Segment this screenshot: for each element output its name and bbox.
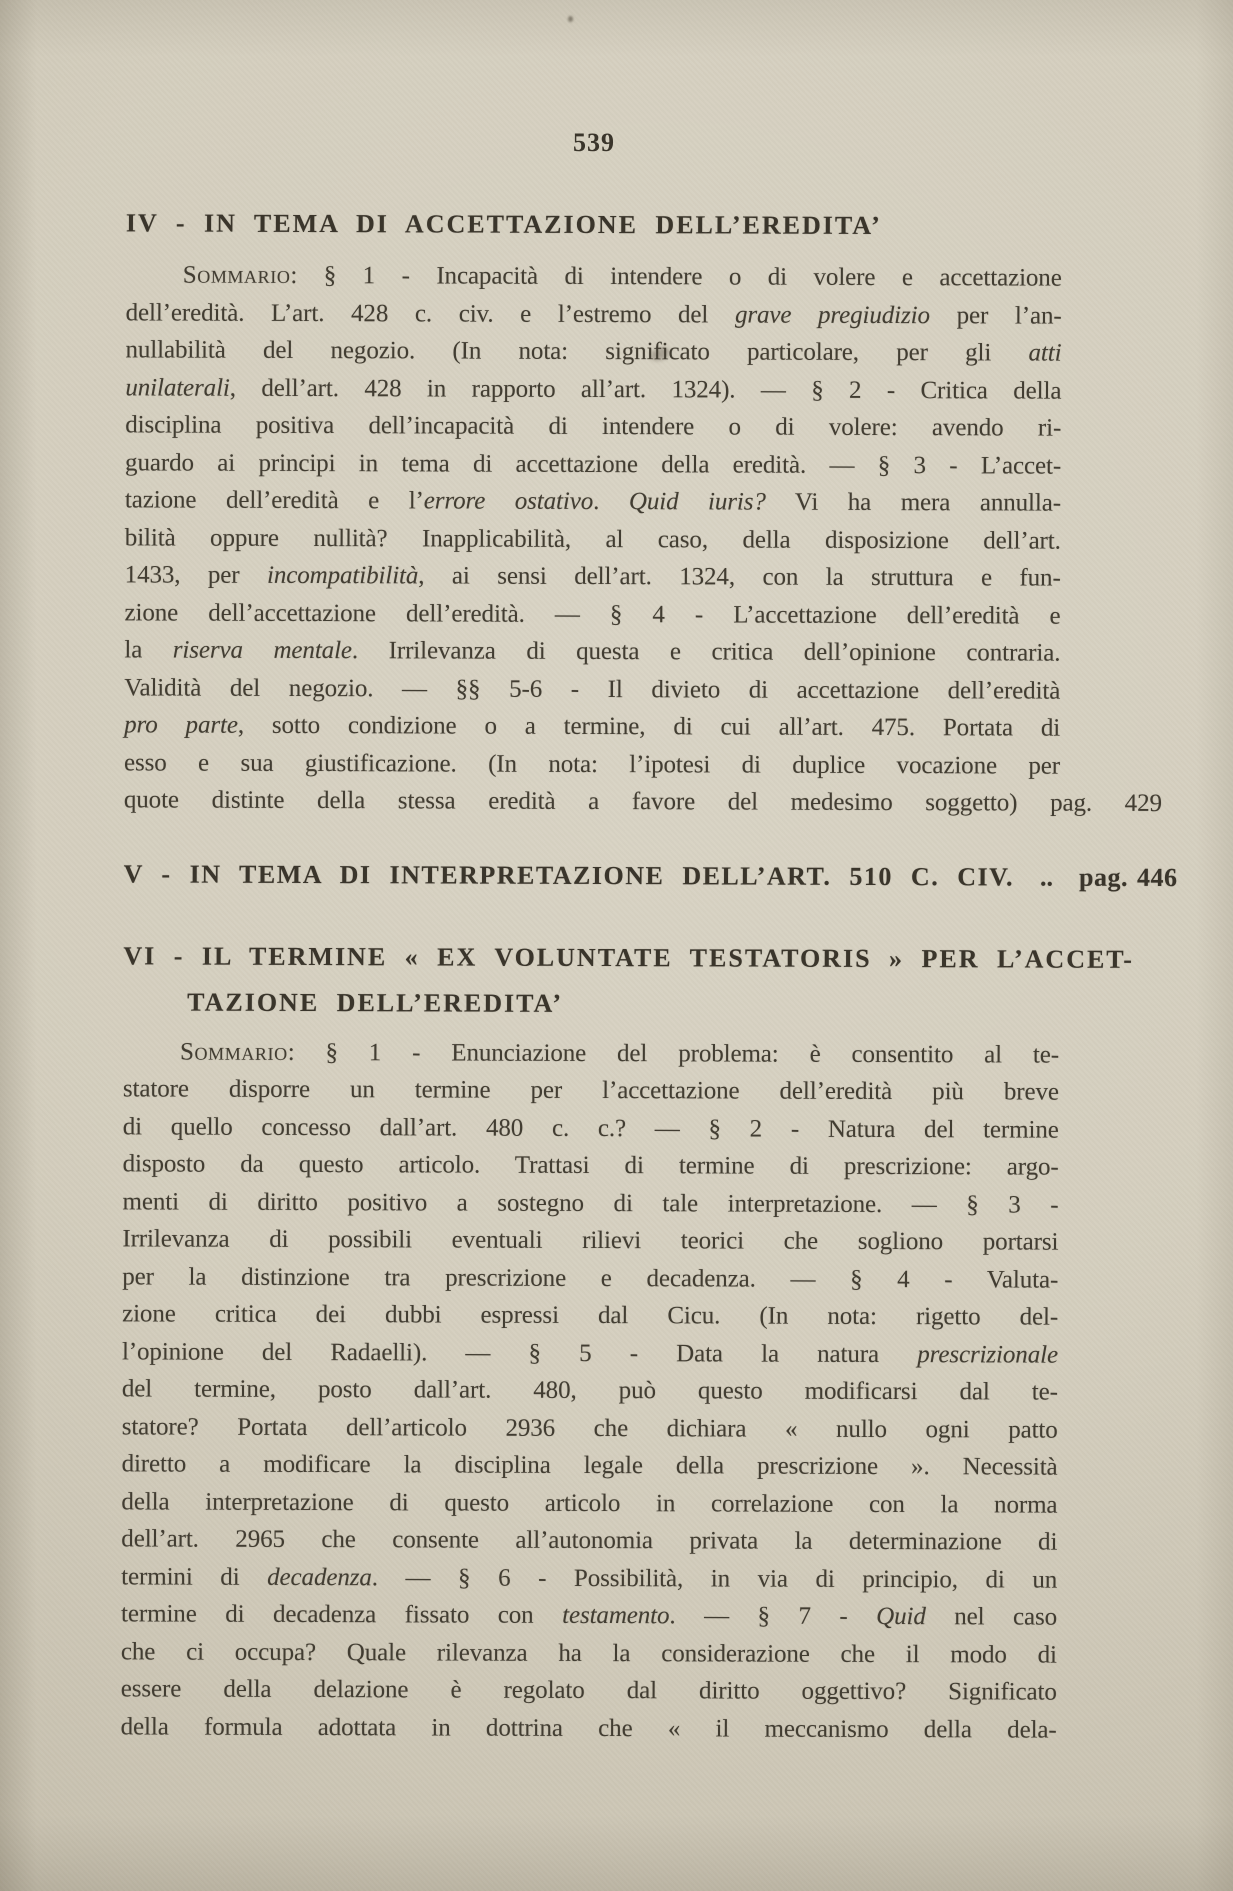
summary-line: della formula adottata in dottrina che « il meccanismo della dela-: [120, 1712, 1057, 1744]
summary-line: termini di decadenza. — § 6 - Possibilità, in via di principio, di un: [121, 1562, 1058, 1594]
summary-line: zione dell’accettazione dell’eredità. — § 4 - L’accettazione dell’eredità e: [124, 598, 1061, 630]
summary-line: quote distinte della stessa eredità a favore del medesimo soggetto) pag. 429: [123, 786, 1162, 817]
toc-entry-title: V - IN TEMA DI INTERPRETAZIONE DELL’ART. 510 C. CIV.: [123, 858, 1015, 891]
summary-line: che ci occupa? Quale rilevanza ha la considerazione che il modo di: [120, 1637, 1057, 1669]
summary-line: statore? Portata dell’articolo 2936 che dichiara « nullo ogni patto: [121, 1412, 1058, 1444]
paper-speck: [568, 16, 573, 22]
summary-paragraph: [121, 1033, 1059, 1749]
summary-line: menti di diritto positivo a sostegno di tale interpretazione. — § 3 -: [122, 1187, 1059, 1219]
summary-line: nullabilità del negozio. (In nota: significato particolare, per gli atti: [125, 336, 1062, 367]
summary-line: della interpretazione di questo articolo in correlazione con la norma: [121, 1487, 1058, 1519]
toc-leader-dot: .: [1046, 862, 1054, 892]
summary-line: bilità oppure nullità? Inapplicabilità, al caso, della disposizione dell’art.: [124, 523, 1061, 555]
summary-line: zione critica dei dubbi espressi dal Cicu. (In nota: rigetto del-: [122, 1300, 1059, 1331]
toc-heading: [123, 933, 1135, 1028]
toc-leader-dots: [1014, 858, 1079, 896]
summary-line: essere della delazione è regolato dal diritto oggettivo? Significato: [120, 1675, 1057, 1706]
summary-line: di quello concesso dall’art. 480 c. c.? — § 2 - Natura del termine: [122, 1112, 1059, 1144]
toc-entry: [123, 855, 1178, 897]
summary-line: l’opinione del Radaelli). — § 5 - Data la natura prescrizionale: [121, 1337, 1059, 1369]
summary-line: disposto da questo articolo. Trattasi di termine di prescrizione: argo-: [122, 1150, 1059, 1181]
summary-line: 1433, per incompatibilità, ai sensi dell’art. 1324, con la struttura e fun-: [124, 561, 1061, 592]
heading-line: TAZIONE DELL’EREDITA’: [187, 987, 564, 1018]
summary-line: la riserva mentale. Irrilevanza di questa e critica dell’opinione contraria.: [124, 636, 1061, 667]
toc-page-ref: pag. 446: [1079, 862, 1178, 892]
toc-heading: [126, 200, 1062, 249]
toc-content: [120, 200, 1178, 1748]
summary-line: del termine, posto dall’art. 480, può questo modificarsi dal te-: [121, 1375, 1058, 1406]
summary-line: tazione dell’eredità e l’errore ostativo. Quid iuris? Vi ha mera annulla-: [124, 486, 1062, 517]
heading-line: VI - IL TERMINE « EX VOLUNTATE TESTATORIS » PER L’ACCET-: [123, 940, 1135, 974]
summary-line: disciplina positiva dell’incapacità di intendere o di volere: avendo ri-: [125, 411, 1062, 442]
toc-leader-dot: .: [1040, 862, 1047, 892]
page-number: 539: [573, 128, 615, 157]
summary-line: guardo ai principi in tema di accettazione della eredità. — § 3 - L’accet-: [125, 448, 1062, 480]
summary-line: unilaterali, dell’art. 428 in rapporto all’art. 1324). — § 2 - Critica della: [125, 373, 1062, 405]
summary-line: statore disporre un termine per l’accettazione dell’eredità più breve: [122, 1075, 1059, 1106]
summary-paragraph: [123, 256, 1162, 822]
heading-line: IV - IN TEMA DI ACCETTAZIONE DELL’EREDITA’: [125, 208, 882, 241]
summary-line: dell’eredità. L’art. 428 c. civ. e l’estremo del grave pregiudizio per l’an-: [125, 298, 1062, 330]
summary-line: esso e sua giustificazione. (In nota: l’ipotesi di duplice vocazione per: [123, 748, 1061, 780]
summary-line: dell’art. 2965 che consente all’autonomia privata la determinazione di: [121, 1525, 1058, 1556]
summary-line: pro parte, sotto condizione o a termine, di cui all’art. 475. Portata di: [124, 711, 1061, 742]
summary-line: Sommario: § 1 - Enunciazione del problema: è consentito al te-: [179, 1038, 1060, 1069]
summary-line: Sommario: § 1 - Incapacità di intendere o di volere e accettazione: [182, 261, 1062, 292]
summary-line: diretto a modificare la disciplina legale della prescrizione ». Necessità: [121, 1450, 1058, 1481]
summary-line: termine di decadenza fissato con testamento. — § 7 - Quid nel caso: [121, 1600, 1058, 1631]
summary-line: Irrilevanza di possibili eventuali rilievi teorici che sogliono portarsi: [122, 1225, 1059, 1256]
summary-line: per la distinzione tra prescrizione e decadenza. — § 4 - Valuta-: [122, 1262, 1059, 1294]
summary-line: Validità del negozio. — §§ 5-6 - Il divieto di accettazione dell’eredità: [124, 673, 1061, 705]
